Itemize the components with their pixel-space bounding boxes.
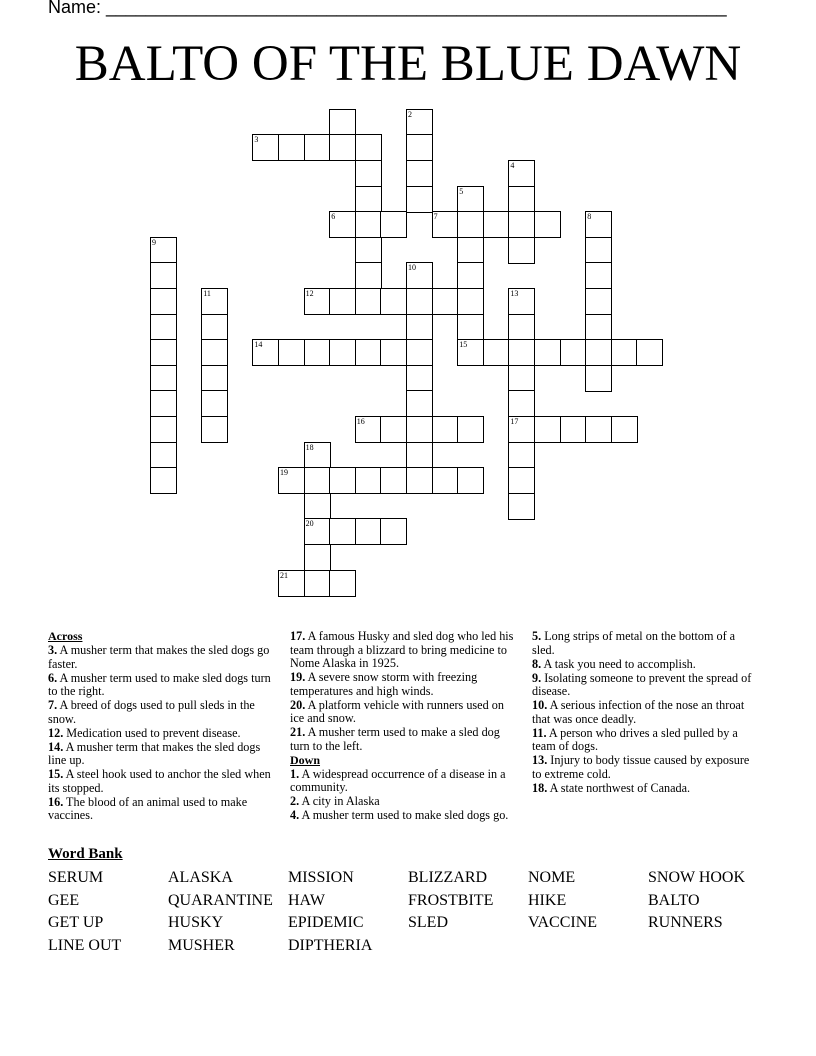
clue-number: 4. [290,808,300,822]
clue-number-label: 18 [305,442,314,452]
crossword-cell[interactable] [585,339,612,366]
crossword-cell[interactable] [508,314,535,341]
crossword-cell[interactable] [406,109,433,136]
crossword-cell[interactable] [150,467,177,494]
crossword-cell[interactable] [534,416,561,443]
clue-item [290,671,515,698]
crossword-cell[interactable] [304,442,331,469]
crossword-cell[interactable] [304,570,331,597]
crossword-cell[interactable] [406,416,433,443]
down-header: Down [290,752,321,767]
crossword-cell[interactable] [457,416,484,443]
crossword-cell[interactable] [329,339,356,366]
clue-text: A musher term that makes the sled dogs go faster. [48,643,270,671]
crossword-cell[interactable] [508,160,535,187]
clue-text: The blood of an animal used to make vaccines. [48,794,248,822]
crossword-cell[interactable] [457,237,484,264]
clue-number: 17. [290,629,306,643]
crossword-cell[interactable] [508,339,535,366]
crossword-cell[interactable] [304,467,331,494]
clue-text: A platform vehicle with runners used on ice and snow. [290,697,504,725]
clue-item [532,658,757,672]
crossword-cell[interactable] [406,262,433,289]
clue-text: A task you need to accomplish. [541,656,696,671]
clue-number-label: 16 [356,417,365,426]
crossword-cell[interactable] [636,339,663,366]
word-bank-item: RUNNERS [648,914,723,931]
crossword-cell[interactable] [508,442,535,469]
crossword-cell[interactable] [278,134,305,161]
crossword-cell[interactable] [457,186,484,213]
clue-text: A person who drives a sled pulled by a team of dogs. [532,725,738,753]
clue-number-label: 10 [408,263,416,273]
crossword-cell[interactable] [585,416,612,443]
crossword-cell[interactable] [560,339,587,366]
crossword-cell[interactable] [585,288,612,315]
crossword-cell[interactable] [201,288,228,315]
clue-number-label: 8 [587,212,592,222]
word-bank-item: GET UP [48,914,104,931]
crossword-cell[interactable] [278,339,305,366]
crossword-cell[interactable] [508,186,535,213]
crossword-cell[interactable] [278,570,305,597]
clue-text: A steel hook used to anchor the sled when its stopped. [48,767,271,795]
word-bank-item: SERUM [48,869,104,886]
crossword-cell[interactable] [355,288,382,315]
crossword-cell[interactable] [304,544,331,571]
crossword-cell[interactable] [252,134,279,161]
clue-item [532,672,757,699]
clue-item [532,699,757,726]
crossword-cell[interactable] [304,339,331,366]
crossword-cell[interactable] [560,416,587,443]
clue-number-label: 19 [280,468,288,478]
crossword-cell[interactable] [508,211,535,238]
clue-number: 20. [290,697,306,712]
clue-number: 5. [532,629,542,643]
clue-text: A serious infection of the nose an throat that was once deadly. [532,698,745,726]
crossword-cell[interactable] [304,288,331,315]
clue-item [532,630,757,657]
crossword-cell[interactable] [355,467,382,494]
clue-number-label: 9 [152,237,156,247]
clue-number-label: 6 [331,212,336,222]
clue-number: 2. [290,794,300,808]
crossword-cell[interactable] [355,211,382,238]
crossword-cell[interactable] [150,390,177,417]
clue-number: 19. [290,670,306,684]
crossword-cell[interactable] [406,288,433,315]
clue-item [290,809,515,823]
crossword-cell[interactable] [585,365,612,392]
clue-item [48,768,273,795]
clue-number-label: 4 [510,161,515,170]
crossword-cell[interactable] [457,211,484,238]
clue-text: A severe snow storm with freezing temperatures and high winds. [290,670,478,698]
crossword-cell[interactable] [329,518,356,545]
clue-number: 9. [532,670,542,685]
clue-number: 10. [532,698,548,712]
clue-item [48,672,273,699]
crossword-cell[interactable] [432,416,459,443]
crossword-cell[interactable] [406,186,433,213]
across-header: Across [48,629,83,643]
crossword-cell[interactable] [329,109,356,136]
crossword-cell[interactable] [355,134,382,161]
crossword-cell[interactable] [585,211,612,238]
crossword-cell[interactable] [508,416,535,443]
clue-text: A breed of dogs used to pull sleds in the snow. [48,698,255,726]
word-bank-item: LINE OUT [48,936,122,954]
clue-number-label: 15 [459,340,468,350]
clue-number-label: 3 [254,135,259,145]
word-bank-item: FROSTBITE [408,891,494,909]
crossword-cell[interactable] [457,314,484,341]
crossword-cell[interactable] [483,211,510,238]
crossword-cell[interactable] [406,390,433,417]
crossword-cell[interactable] [508,365,535,392]
clue-number-label: 12 [305,289,314,298]
crossword-cell[interactable] [406,467,433,494]
clue-number-label: 7 [433,212,438,222]
clue-number-label: 21 [280,570,288,580]
crossword-cell[interactable] [329,288,356,315]
word-bank-item: MUSHER [168,936,235,954]
clue-number-label: 20 [305,519,314,529]
clue-item [48,699,273,726]
word-bank-item: HIKE [528,891,567,909]
crossword-cell[interactable] [406,339,433,366]
crossword-cell[interactable] [304,518,331,545]
clue-item [48,796,273,823]
clue-number-label: 14 [254,340,263,350]
crossword-cell[interactable] [201,365,228,392]
page-title: BALTO OF THE BLUE DAWN [74,36,742,92]
crossword-cell[interactable] [150,314,177,341]
crossword-cell[interactable] [508,237,535,264]
crossword-cell[interactable] [329,467,356,494]
word-bank-item: DIPTHERIA [288,936,373,954]
crossword-cell[interactable] [457,339,484,366]
clue-number: 16. [48,794,64,809]
crossword-cell[interactable] [432,467,459,494]
crossword-cell[interactable] [380,211,407,238]
word-bank-item: NOME [528,869,576,886]
crossword-cell[interactable] [150,416,177,443]
clue-number: 15. [48,767,64,781]
word-bank-item: SNOW HOOK [648,869,746,886]
clue-number-label: 13 [510,289,519,298]
clue-number-label: 5 [459,186,464,196]
crossword-cell[interactable] [150,237,177,264]
clue-text: Long strips of metal on the bottom of a sled. [532,629,736,657]
crossword-cell[interactable] [457,467,484,494]
word-bank-item: BALTO [648,891,700,909]
crossword-cell[interactable] [406,160,433,187]
clue-number: 13. [532,753,548,767]
crossword-cell[interactable] [508,493,535,520]
word-bank-item: EPIDEMIC [288,914,364,931]
crossword-cell[interactable] [150,442,177,469]
clue-item [532,727,757,754]
crossword-cell[interactable] [611,339,638,366]
word-bank-item: GEE [48,891,80,909]
crossword-cell[interactable] [508,467,535,494]
crossword-cell[interactable] [380,518,407,545]
crossword-cell[interactable] [329,134,356,161]
word-bank-item: HAW [288,891,325,909]
clues-column-3 [532,630,757,796]
clue-text: A city in Alaska [299,794,380,808]
clue-number: 18. [532,780,548,795]
crossword-cell[interactable] [355,262,382,289]
clue-text: A musher term used to make sled dogs turn to the right. [48,670,271,698]
clues-column-2 [290,630,515,823]
clue-number: 8. [532,656,542,671]
crossword-cell[interactable] [457,288,484,315]
crossword-cell[interactable] [380,339,407,366]
crossword-cell[interactable] [355,160,382,187]
crossword-cell[interactable] [534,211,561,238]
crossword-cell[interactable] [406,442,433,469]
word-bank-item: SLED [408,914,448,931]
clue-number-label: 2 [408,109,412,119]
crossword-cell[interactable] [150,288,177,315]
clue-item [48,727,273,741]
clue-item [48,644,273,671]
clue-item [290,699,515,726]
crossword-cell[interactable] [355,237,382,264]
word-bank-item: VACCINE [528,914,598,931]
crossword-cell[interactable] [150,339,177,366]
clue-text: A widespread occurrence of a disease in a community. [290,766,506,794]
crossword-cell[interactable] [150,365,177,392]
clue-number: 7. [48,698,58,712]
clue-item [290,630,515,671]
crossword-cell[interactable] [432,211,459,238]
clue-number: 14. [48,739,64,754]
clue-item [290,795,515,809]
crossword-cell[interactable] [508,390,535,417]
clue-item [290,726,515,753]
crossword-cell[interactable] [585,314,612,341]
clue-item [290,768,515,795]
crossword-cell[interactable] [150,262,177,289]
crossword-cell[interactable] [329,211,356,238]
clue-number: 21. [290,725,306,739]
crossword-cell[interactable] [380,416,407,443]
name-line[interactable]: Name: ______________________________________________________________ [48,0,727,17]
crossword-cell[interactable] [406,365,433,392]
word-bank-item: BLIZZARD [408,869,488,886]
crossword-cell[interactable] [355,416,382,443]
clue-text: Injury to body tissue caused by exposure to extreme cold. [532,753,750,781]
clues-column-1 [48,630,273,823]
clue-text: A musher term used to make sled dogs go. [299,808,509,822]
crossword-cell[interactable] [432,288,459,315]
clue-number: 11. [532,725,547,740]
word-bank-item: ALASKA [168,869,233,886]
crossword-cell[interactable] [611,416,638,443]
crossword-cell[interactable] [329,570,356,597]
crossword-cell[interactable] [483,339,510,366]
crossword-cell[interactable] [585,237,612,264]
crossword-cell[interactable] [304,493,331,520]
crossword-cell[interactable] [201,339,228,366]
crossword-cell[interactable] [406,314,433,341]
crossword-cell[interactable] [380,467,407,494]
word-bank-item: MISSION [288,869,354,886]
clue-number-label: 11 [203,289,211,298]
clue-item [48,741,273,768]
crossword-cell[interactable] [355,186,382,213]
crossword-cell[interactable] [201,390,228,417]
word-bank-item: HUSKY [168,914,224,931]
crossword-cell[interactable] [508,288,535,315]
crossword-cell[interactable] [304,134,331,161]
crossword-cell[interactable] [406,134,433,161]
crossword-cell[interactable] [201,314,228,341]
clue-text: A musher term that makes the sled dogs line up. [48,739,261,767]
clue-text: A state northwest of Canada. [547,780,691,795]
crossword-cell[interactable] [534,339,561,366]
word-bank-title: Word Bank [48,846,123,862]
clue-number: 12. [48,725,64,740]
crossword-cell[interactable] [355,339,382,366]
clue-text: Medication used to prevent disease. [63,725,241,740]
clue-item [532,754,757,781]
clue-item [532,782,757,796]
crossword-cell[interactable] [201,416,228,443]
word-bank-item: QUARANTINE [168,891,273,909]
clue-number: 1. [290,766,300,781]
clue-text: Isolating someone to prevent the spread of disease. [532,670,752,698]
clue-text: A famous Husky and sled dog who led his team through a blizzard to bring medicine to Nome Alaska in 1925. [290,629,514,670]
crossword-cell[interactable] [278,467,305,494]
crossword-cell[interactable] [457,262,484,289]
crossword-cell[interactable] [252,339,279,366]
clue-number: 3. [48,643,58,657]
clue-text: A musher term used to make a sled dog turn to the left. [290,725,500,753]
crossword-cell[interactable] [585,262,612,289]
clue-number: 6. [48,670,58,685]
crossword-cell[interactable] [380,288,407,315]
clue-number-label: 17 [510,417,519,426]
crossword-cell[interactable] [355,518,382,545]
